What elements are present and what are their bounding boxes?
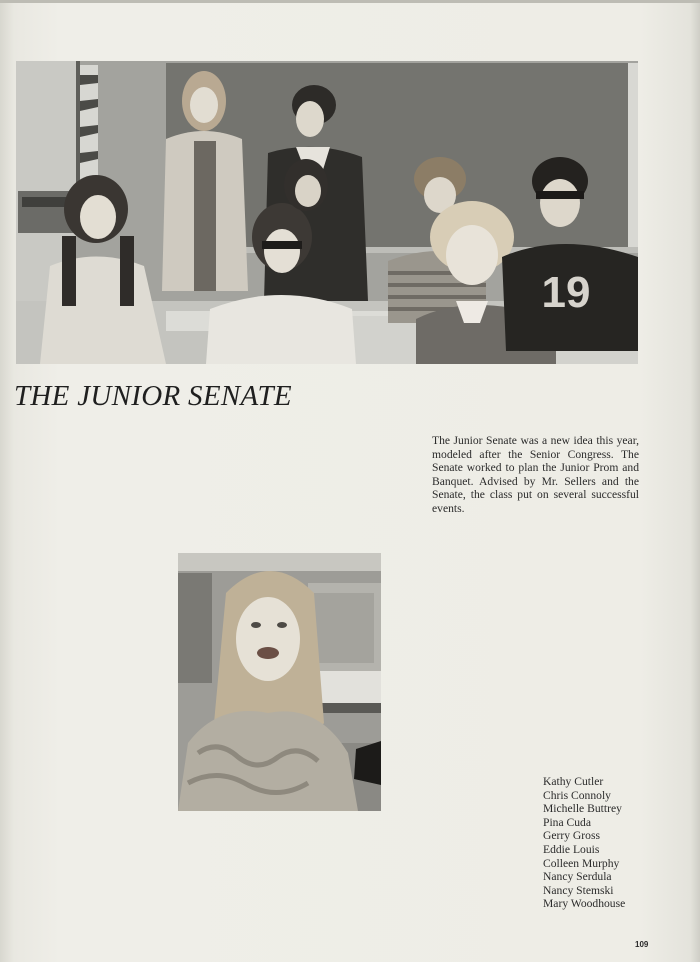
list-item: Colleen Murphy	[543, 856, 620, 870]
list-item: Eddie Louis	[543, 842, 600, 856]
list-item: Kathy Cutler	[543, 775, 604, 788]
list-item: Nancy Stemski	[543, 883, 614, 897]
list-item: Chris Connoly	[543, 788, 611, 802]
jersey-number: 19	[541, 268, 591, 317]
page-headline: THE JUNIOR SENATE	[14, 380, 292, 412]
list-item: Gerry Gross	[543, 829, 600, 843]
list-item: Pina Cuda	[543, 815, 591, 829]
names-list	[543, 775, 625, 911]
page-number: 109	[635, 940, 649, 949]
list-item: Mary Woodhouse	[543, 897, 626, 911]
caption-text: The Junior Senate was a new idea this year, modeled after the Senior Congress. The Senate worked to plan the Junior Prom and Banquet. Advised by Mr. Sellers and the Senate, the class put on several successful events.	[432, 434, 639, 515]
portrait-photo	[178, 553, 381, 811]
list-item: Nancy Serdula	[543, 870, 612, 884]
page-top-edge	[0, 0, 700, 3]
group-photo	[16, 61, 638, 364]
list-item: Michelle Buttrey	[543, 802, 622, 816]
